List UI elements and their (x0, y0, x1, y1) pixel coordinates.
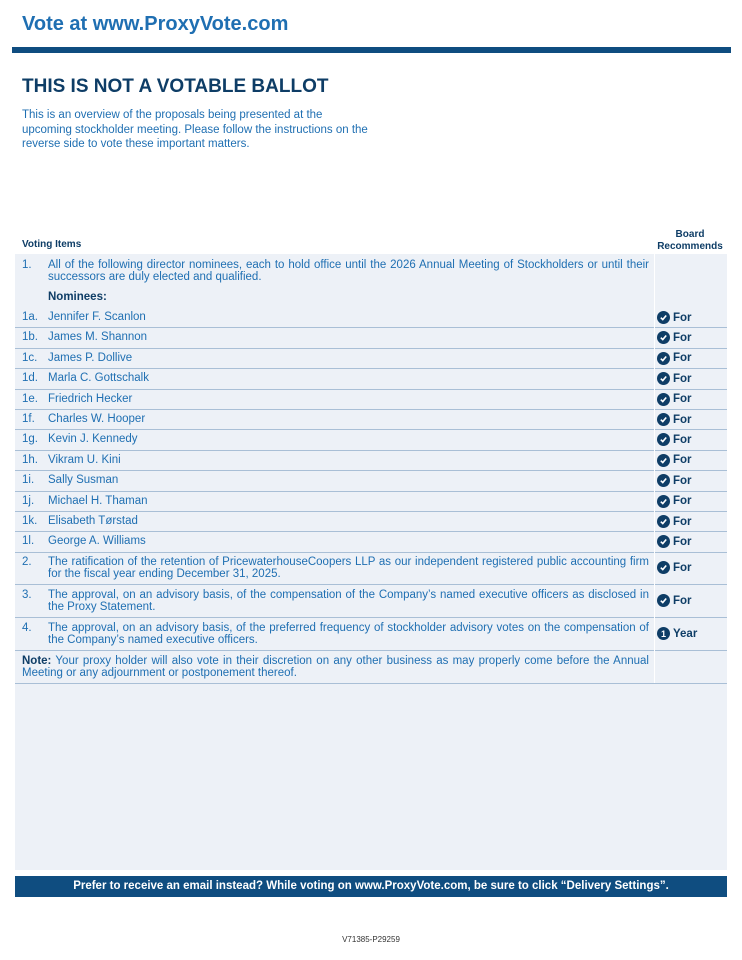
recommendation-label: For (673, 352, 692, 365)
check-circle-icon (657, 474, 670, 487)
document-id: V71385-P29259 (342, 935, 400, 944)
note (15, 651, 727, 684)
recommendation (657, 535, 692, 548)
nominee-name: Michael H. Thaman (48, 494, 148, 507)
recommendation-label: For (673, 433, 692, 446)
recommendation-label: For (673, 515, 692, 528)
proposal-row-4 (15, 618, 727, 651)
nominee-number: 1f. (22, 413, 35, 425)
check-circle-icon (657, 413, 670, 426)
recommendation (657, 331, 692, 344)
check-circle-icon (657, 311, 670, 324)
recommendation-label: For (673, 561, 692, 574)
check-circle-icon (657, 393, 670, 406)
header-title: Vote at www.ProxyVote.com (22, 13, 289, 35)
nominee-number: 1i. (22, 474, 35, 487)
nominee-name: Friedrich Hecker (48, 392, 133, 405)
nominee-name: George A. Williams (48, 535, 146, 548)
board-header-line2: Recommends (657, 240, 723, 252)
nominee-number: 1a. (22, 311, 38, 323)
recommendation (657, 474, 692, 487)
page-title: THIS IS NOT A VOTABLE BALLOT (22, 76, 329, 97)
check-circle-icon (657, 331, 670, 344)
recommendation (657, 311, 692, 324)
recommendation (657, 594, 692, 607)
check-circle-icon (657, 352, 670, 365)
proposal-row-2 (15, 552, 727, 585)
nominee-number: 1k. (22, 515, 38, 527)
nominee-number: 1c. (22, 351, 38, 364)
recommendation-label: For (673, 311, 692, 324)
check-circle-icon (657, 454, 670, 467)
recommendation-label: For (673, 474, 692, 487)
recommendation-label: For (673, 495, 692, 508)
nominee-number: 1h. (22, 453, 38, 466)
proposal-number: 1. (22, 259, 32, 271)
recommendation (657, 454, 692, 467)
nominee-name: Charles W. Hooper (48, 413, 146, 425)
nominee-row (15, 328, 727, 348)
nominee-name: Marla C. Gottschalk (48, 372, 149, 385)
nominee-name: James P. Dollive (48, 351, 133, 364)
recommendation (657, 413, 692, 426)
recommendation-label: For (673, 372, 692, 385)
nominee-row (15, 451, 727, 471)
voting-items-header: Voting Items (22, 239, 82, 250)
note-label: Note: (22, 655, 52, 667)
nominee-name: Jennifer F. Scanlon (48, 311, 146, 323)
nominee-name: James M. Shannon (48, 331, 148, 344)
proposal-text: The ratification of the retention of PricewaterhouseCoopers LLP as our independent registered public accounting firm for the fiscal year ending December 31, 2025. (48, 556, 649, 580)
check-circle-icon (657, 433, 670, 446)
nominee-name: Vikram U. Kini (48, 453, 121, 466)
recommendation (657, 433, 692, 446)
nominee-name: Elisabeth Tørstad (48, 515, 138, 527)
nominee-row (15, 532, 727, 552)
check-circle-icon (657, 535, 670, 548)
nominee-name: Kevin J. Kennedy (48, 433, 138, 446)
note-text: Your proxy holder will also vote in their discretion on any other business as may properly come before the Annual Meeting or any adjournment or postponement thereof. (22, 655, 649, 679)
check-circle-icon (657, 594, 670, 607)
nominee-number: 1e. (22, 392, 38, 405)
recommendation (657, 372, 692, 385)
nominee-row (15, 410, 727, 430)
recommendation-label: For (673, 594, 692, 607)
nominee-row (15, 430, 727, 450)
nominee-number: 1g. (22, 433, 38, 446)
proposal-number: 2. (22, 556, 32, 568)
recommendation (657, 627, 697, 640)
nominee-number: 1j. (22, 494, 35, 507)
header-rule (12, 47, 731, 53)
proposal-number: 4. (22, 622, 32, 634)
recommendation (657, 352, 692, 365)
intro-text: This is an overview of the proposals being presented at the upcoming stockholder meeting. Please follow the instructions on the reverse side to vote these important matters. (22, 109, 368, 150)
recommendation-label: Year (673, 627, 698, 640)
proposal-text: The approval, on an advisory basis, of the preferred frequency of stockholder advisory votes on the compensation of the Company’s named executive officers. (48, 622, 649, 646)
nominee-row (15, 471, 727, 491)
recommendation (657, 495, 692, 508)
check-circle-icon (657, 515, 670, 528)
delivery-settings-banner: Prefer to receive an email instead? While voting on www.ProxyVote.com, be sure to click “Delivery Settings”. (15, 876, 727, 897)
column-divider (654, 254, 655, 683)
nominee-row (15, 512, 727, 532)
proposal-text: All of the following director nominees, each to hold office until the 2026 Annual Meeting of Stockholders or until their successors are duly elected and qualified. (48, 259, 649, 283)
nominee-row (15, 308, 727, 328)
nominee-number: 1d. (22, 372, 38, 385)
recommendation (657, 393, 692, 406)
proposal-text: The approval, on an advisory basis, of the compensation of the Company’s named executive officers as disclosed in the Proxy Statement. (48, 589, 649, 613)
recommendation (657, 515, 692, 528)
nominee-row (15, 492, 727, 512)
nominee-name: Sally Susman (48, 474, 119, 487)
nominees-label: Nominees: (48, 291, 107, 303)
proposal-number: 3. (22, 589, 32, 601)
recommendation-label: For (673, 535, 692, 548)
check-circle-icon (657, 495, 670, 508)
recommendation-label: For (673, 331, 692, 344)
nominee-row (15, 349, 727, 369)
board-recommends-header (652, 229, 728, 252)
recommendation-label: For (673, 413, 692, 426)
recommendation-label: For (673, 454, 692, 467)
nominee-number: 1l. (22, 535, 35, 548)
proposal-row-3 (15, 585, 727, 618)
recommendation-label: For (673, 393, 692, 406)
recommendation (657, 561, 692, 574)
check-circle-icon (657, 561, 670, 574)
board-header-line1: Board (675, 229, 705, 240)
check-circle-icon (657, 372, 670, 385)
one-badge-icon: 1 (657, 627, 670, 640)
nominee-row (15, 390, 727, 410)
nominee-row (15, 369, 727, 389)
nominee-number: 1b. (22, 331, 38, 344)
